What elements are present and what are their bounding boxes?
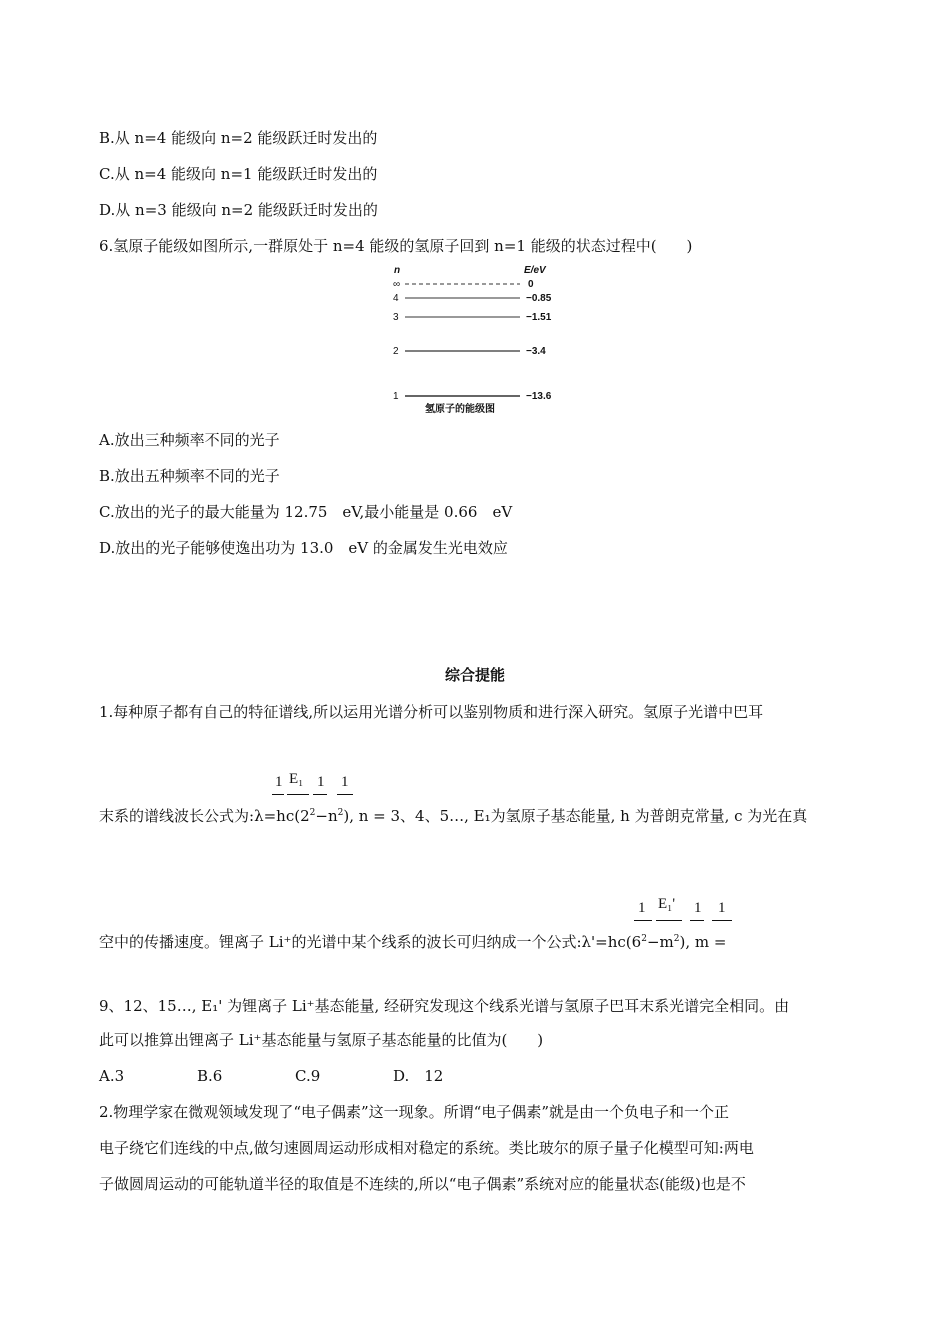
level-e-inf: 0 xyxy=(528,279,534,290)
q6-stem: 6.氢原子能级如图所示,一群原处于 n=4 能级的氢原子回到 n=1 能级的状态过程中( ) xyxy=(99,237,693,255)
q6-option-a: A.放出三种频率不同的光子 xyxy=(99,431,280,449)
p1-line2: 末系的谱线波长公式为$:\lambda=hc(2^2-n^2)$, n = 3、4、5…, E₁为氢原子基态能量, h 为普朗克常量, c 为光在真 xyxy=(99,807,808,825)
q5-option-b: B.从 n=4 能级向 n=2 能级跃迁时发出的 xyxy=(99,129,378,147)
f2-e1: E₁' xyxy=(658,896,676,912)
p1-line2-pre: 末系的谱线波长公式为: xyxy=(99,807,255,825)
q5-option-c: C.从 n=4 能级向 n=1 能级跃迁时发出的 xyxy=(99,165,378,183)
diagram-n-header: n xyxy=(394,265,401,276)
f1-two: 2 xyxy=(300,807,310,825)
f2-one-a: 1 xyxy=(638,900,646,916)
p1-line3-post: , m = xyxy=(685,933,727,951)
p2-line3: 子做圆周运动的可能轨道半径的取值是不连续的,所以“电子偶素”系统对应的能量状态(能级)也是不 xyxy=(99,1175,746,1193)
p1-line3-pre: 空中的传播速度。锂离子 Li⁺的光谱中某个线系的波长可归纳成一个公式: xyxy=(99,933,582,951)
f2-m: m xyxy=(659,933,674,951)
p2-line2: 电子绕它们连线的中点,做匀速圆周运动形成相对稳定的系统。类比玻尔的原子量子化模型可知:两电 xyxy=(99,1139,754,1157)
p1-line1: 1.每种原子都有自己的特征谱线,所以运用光谱分析可以鉴别物质和进行深入研究。氢原子光谱中巴耳 xyxy=(99,703,764,721)
f1-hc: hc xyxy=(276,807,295,825)
q6-option-d: D.放出的光子能够使逸出功为 13.0 eV 的金属发生光电效应 xyxy=(99,539,508,557)
f1-one-a: 1 xyxy=(275,774,283,790)
section-title: 综合提能 xyxy=(444,666,505,684)
diagram-e-header: E/eV xyxy=(524,265,546,276)
level-e-2: −3.4 xyxy=(526,346,546,357)
p1-line5: 此可以推算出锂离子 Li⁺基态能量与氢原子基态能量的比值为( ) xyxy=(99,1031,544,1049)
q6-option-b: B.放出五种频率不同的光子 xyxy=(99,467,280,485)
level-n-4: 4 xyxy=(393,293,399,304)
p1-option-c: C.9 xyxy=(295,1067,321,1085)
f1-e1: E₁ xyxy=(289,771,304,787)
f1-n: n xyxy=(327,807,338,825)
p1-option-a: A.3 xyxy=(99,1067,125,1085)
level-n-3: 3 xyxy=(393,312,399,323)
p1-line2-post: , n = 3、4、5…, E₁为氢原子基态能量, h 为普朗克常量, c 为光在真 xyxy=(349,807,808,825)
diagram-caption: 氢原子的能级图 xyxy=(425,404,495,415)
level-n-1: 1 xyxy=(393,391,399,402)
level-e-4: −0.85 xyxy=(526,293,552,304)
f1-lambda: λ xyxy=(254,807,264,825)
p1-line4: 9、12、15…, E₁' 为锂离子 Li⁺基态能量, 经研究发现这个线系光谱与氢原子巴耳末系光谱完全相同。由 xyxy=(99,997,790,1015)
q6-option-c: C.放出的光子的最大能量为 12.75 eV,最小能量是 0.66 eV xyxy=(99,503,513,521)
q5-option-d: D.从 n=3 能级向 n=2 能级跃迁时发出的 xyxy=(99,201,378,219)
f1-one-b: 1 xyxy=(317,774,325,790)
level-n-2: 2 xyxy=(393,346,399,357)
f2-lambda: λ' xyxy=(581,933,596,951)
level-n-inf: ∞ xyxy=(393,279,401,290)
f2-one-c: 1 xyxy=(718,900,726,916)
energy-level-diagram xyxy=(380,262,580,422)
p1-options xyxy=(99,1066,491,1086)
p1-line3: 空中的传播速度。锂离子 Li⁺的光谱中某个线系的波长可归纳成一个公式$:\lambda'=hc(6^2-m^2)$, m = xyxy=(99,933,727,951)
f2-hc: hc xyxy=(607,933,626,951)
level-e-3: −1.51 xyxy=(526,312,552,323)
f2-one-b: 1 xyxy=(694,900,702,916)
f1-one-c: 1 xyxy=(341,774,349,790)
p1-option-b: B.6 xyxy=(197,1067,223,1085)
level-e-1: −13.6 xyxy=(526,391,552,402)
p1-option-d: D. 12 xyxy=(393,1067,444,1085)
f2-six: 6 xyxy=(631,933,642,951)
p2-line1: 2.物理学家在微观领域发现了“电子偶素”这一现象。所谓“电子偶素”就是由一个负电子和一个正 xyxy=(99,1103,729,1121)
